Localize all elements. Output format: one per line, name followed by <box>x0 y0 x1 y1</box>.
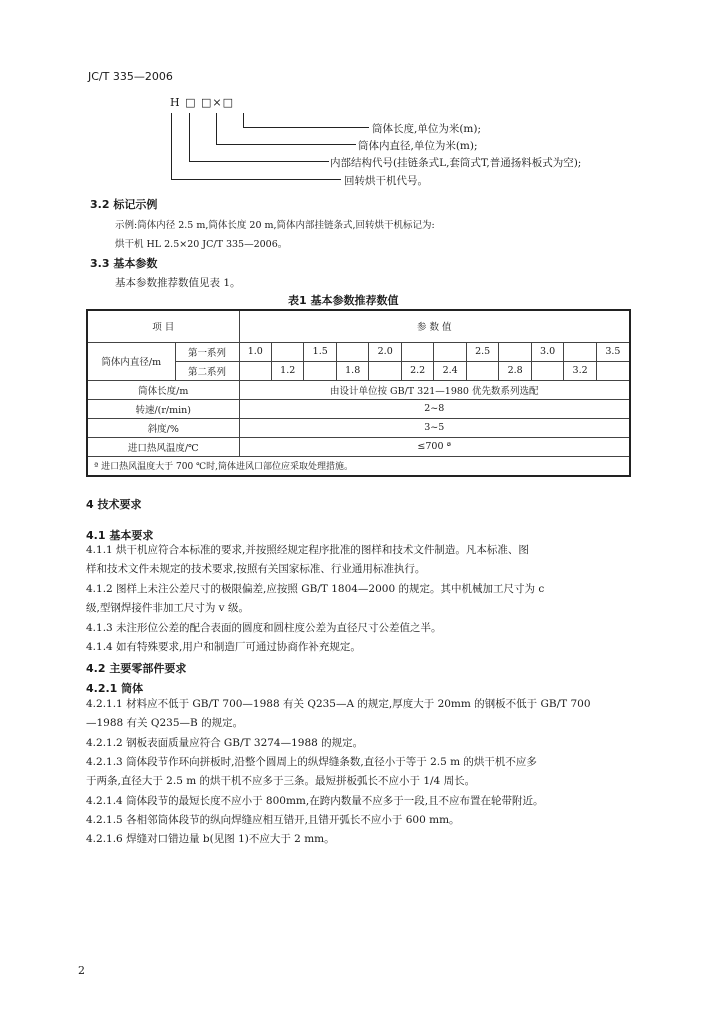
speed-value: 2~8 <box>239 399 630 418</box>
section-3-3-title: 3.3 基本参数 <box>90 257 158 270</box>
table-cell: 1.5 <box>304 342 336 361</box>
table-cell <box>531 361 563 380</box>
table-cell <box>369 361 401 380</box>
para-4-2-1-4: 4.2.1.4 筒体段节的最短长度不应小于 800mm,在跨内数量不应多于一段,且不应布置在轮带附近。 <box>86 795 544 807</box>
example-mark: 烘干机 HL 2.5×20 JC/T 335—2006。 <box>115 239 288 250</box>
series1-label: 第一系列 <box>175 342 239 361</box>
leader-line <box>216 113 217 144</box>
leader-line <box>243 113 244 127</box>
section-4-2-title: 4.2 主要零部件要求 <box>86 662 187 675</box>
table-cell: 2.4 <box>434 361 466 380</box>
para-4-1-2a: 4.1.2 图样上未注公差尺寸的极限偏差,应按照 GB/T 1804—2000 的规定。其中机械加工尺寸为 c <box>86 583 545 595</box>
table-caption: 表1 基本参数推荐数值 <box>288 294 399 307</box>
desc-structure: 内部结构代号(挂链条式L,套筒式T,普通扬料板式为空); <box>330 157 582 169</box>
table-cell: 3.0 <box>531 342 563 361</box>
table-footnote: ª 进口热风温度大于 700 ℃时,筒体进风口部位应采取处理措施。 <box>87 456 630 476</box>
para-4-2-1-5: 4.2.1.5 各相邻筒体段节的纵向焊缝应相互错开,且错开弧长不应小于 600 mm。 <box>86 814 460 826</box>
table-cell <box>401 342 433 361</box>
table-cell <box>304 361 336 380</box>
head-value: 参 数 值 <box>239 310 630 342</box>
section-4-1-title: 4.1 基本要求 <box>86 529 154 542</box>
table-cell <box>336 342 368 361</box>
temp-value: ≤700 ª <box>239 437 630 456</box>
para-4-2-1-3b: 于两条,直径大于 2.5 m 的烘干机不应多于三条。最短拼板弧长不应小于 1/4 周长。 <box>86 775 476 787</box>
length-value: 由设计单位按 GB/T 321—1980 优先数系列选配 <box>239 380 630 399</box>
section-4-2-1-title: 4.2.1 筒体 <box>86 682 144 695</box>
para-4-2-1-1b: —1988 有关 Q235—B 的规定。 <box>86 717 244 729</box>
table-cell <box>466 361 498 380</box>
model-code: H □ □×□ <box>170 96 234 109</box>
leader-line <box>243 127 369 128</box>
table-cell: 3.2 <box>564 361 596 380</box>
series2-label: 第二系列 <box>175 361 239 380</box>
table-cell: 1.2 <box>271 361 303 380</box>
table-reference: 基本参数推荐数值见表 1。 <box>115 277 241 289</box>
table-cell <box>564 342 596 361</box>
temp-label: 进口热风温度/℃ <box>87 437 239 456</box>
table-cell: 2.0 <box>369 342 401 361</box>
desc-diameter: 筒体内直径,单位为米(m); <box>358 140 478 152</box>
table-cell: 2.2 <box>401 361 433 380</box>
diameter-label: 筒体内直径/m <box>87 342 175 380</box>
parameter-table <box>86 309 631 477</box>
para-4-2-1-6: 4.2.1.6 焊缝对口错边量 b(见图 1)不应大于 2 mm。 <box>86 833 335 845</box>
table-cell: 2.8 <box>499 361 531 380</box>
para-4-2-1-2: 4.2.1.2 钢板表面质量应符合 GB/T 3274—1988 的规定。 <box>86 737 364 749</box>
head-item: 项 目 <box>87 310 239 342</box>
speed-label: 转速/(r/min) <box>87 399 239 418</box>
leader-line <box>216 144 356 145</box>
leader-line <box>171 179 341 180</box>
leader-line <box>189 113 190 161</box>
slope-value: 3~5 <box>239 418 630 437</box>
length-label: 筒体长度/m <box>87 380 239 399</box>
leader-line <box>171 113 172 179</box>
example-text: 示例:筒体内径 2.5 m,筒体长度 20 m,筒体内部挂链条式,回转烘干机标记为: <box>115 220 435 231</box>
para-4-2-1-1a: 4.2.1.1 材料应不低于 GB/T 700—1988 有关 Q235—A 的规定,厚度大于 20mm 的钢板不低于 GB/T 700 <box>86 698 591 710</box>
desc-length: 筒体长度,单位为米(m); <box>372 123 482 135</box>
para-4-1-2b: 级,型钢焊接件非加工尺寸为 v 级。 <box>86 602 249 614</box>
slope-label: 斜度/% <box>87 418 239 437</box>
table-cell: 2.5 <box>466 342 498 361</box>
table-cell: 1.0 <box>239 342 271 361</box>
table-cell: 3.5 <box>596 342 630 361</box>
table-cell: 1.8 <box>336 361 368 380</box>
para-4-2-1-3a: 4.2.1.3 筒体段节作环向拼板时,沿整个圆周上的纵焊缝条数,直径小于等于 2.5 m 的烘干机不应多 <box>86 756 537 768</box>
section-4-title: 4 技术要求 <box>86 498 142 511</box>
table-cell <box>499 342 531 361</box>
standard-header: JC/T 335—2006 <box>88 70 173 83</box>
leader-line <box>189 161 329 162</box>
table-cell <box>596 361 630 380</box>
table-cell <box>239 361 271 380</box>
para-4-1-1a: 4.1.1 烘干机应符合本标准的要求,并按照经规定程序批准的图样和技术文件制造。凡本标准、图 <box>86 544 529 556</box>
table-cell <box>271 342 303 361</box>
table-cell <box>434 342 466 361</box>
para-4-1-4: 4.1.4 如有特殊要求,用户和制造厂可通过协商作补充规定。 <box>86 641 361 653</box>
desc-dryer-code: 回转烘干机代号。 <box>344 175 428 187</box>
section-3-2-title: 3.2 标记示例 <box>90 198 158 211</box>
page-number: 2 <box>78 964 85 977</box>
para-4-1-1b: 样和技术文件未规定的技术要求,按照有关国家标准、行业通用标准执行。 <box>86 563 426 575</box>
para-4-1-3: 4.1.3 未注形位公差的配合表面的圆度和圆柱度公差为直径尺寸公差值之半。 <box>86 622 442 634</box>
